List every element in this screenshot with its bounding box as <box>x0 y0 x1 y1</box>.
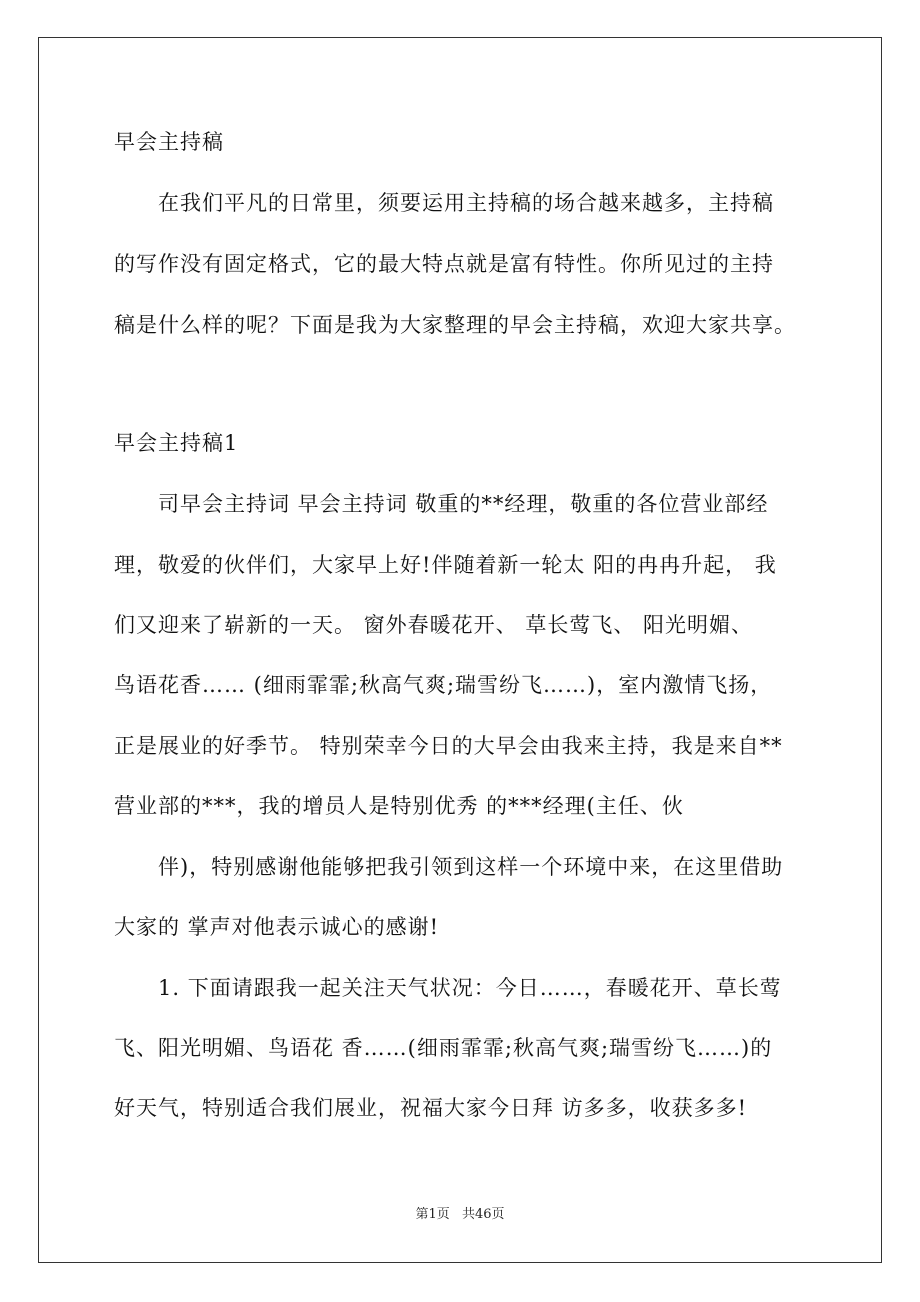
body-line-5: 正是展业的好季节。 特别荣幸今日的大早会由我来主持，我是来自** <box>114 734 783 758</box>
page-frame <box>38 37 882 1263</box>
page-footer <box>0 1206 920 1224</box>
page-number: 第1页 <box>415 1207 450 1222</box>
body-line-9: 1. 下面请跟我一起关注天气状况：今日……，春暖花开、草长莺 <box>158 976 782 1000</box>
body-line-6: 营业部的***，我的增员人是特别优秀 的***经理(主任、伙 <box>114 794 684 818</box>
intro-line-3: 稿是什么样的呢？下面是我为大家整理的早会主持稿，欢迎大家共享。 <box>114 313 796 337</box>
body-line-3: 们又迎来了崭新的一天。 窗外春暖花开、 草长莺飞、 阳光明媚、 <box>114 613 754 637</box>
section-title: 早会主持稿1 <box>114 431 239 455</box>
intro-line-1: 在我们平凡的日常里，须要运用主持稿的场合越来越多，主持稿 <box>158 191 774 215</box>
body-line-1: 司早会主持词 早会主持词 敬重的**经理，敬重的各位营业部经 <box>158 492 769 516</box>
body-line-4: 鸟语花香…… (细雨霏霏;秋高气爽;瑞雪纷飞……)，室内激情飞扬， <box>114 673 773 697</box>
intro-line-2: 的写作没有固定格式，它的最大特点就是富有特性。你所见过的主持 <box>114 252 774 276</box>
body-line-2: 理，敬爱的伙伴们，大家早上好!伴随着新一轮太 阳的冉冉升起， 我 <box>114 553 777 577</box>
page-total: 共46页 <box>461 1207 505 1222</box>
body-line-10: 飞、阳光明媚、鸟语花 香……(细雨霏霏;秋高气爽;瑞雪纷飞……)的 <box>114 1036 773 1060</box>
body-line-7: 伴)，特别感谢他能够把我引领到这样一个环境中来，在这里借助 <box>158 855 784 879</box>
body-line-11: 好天气，特别适合我们展业，祝福大家今日拜 访多多，收获多多! <box>114 1096 748 1120</box>
body-line-8: 大家的 掌声对他表示诚心的感谢! <box>114 915 440 939</box>
document-title: 早会主持稿 <box>114 130 224 154</box>
